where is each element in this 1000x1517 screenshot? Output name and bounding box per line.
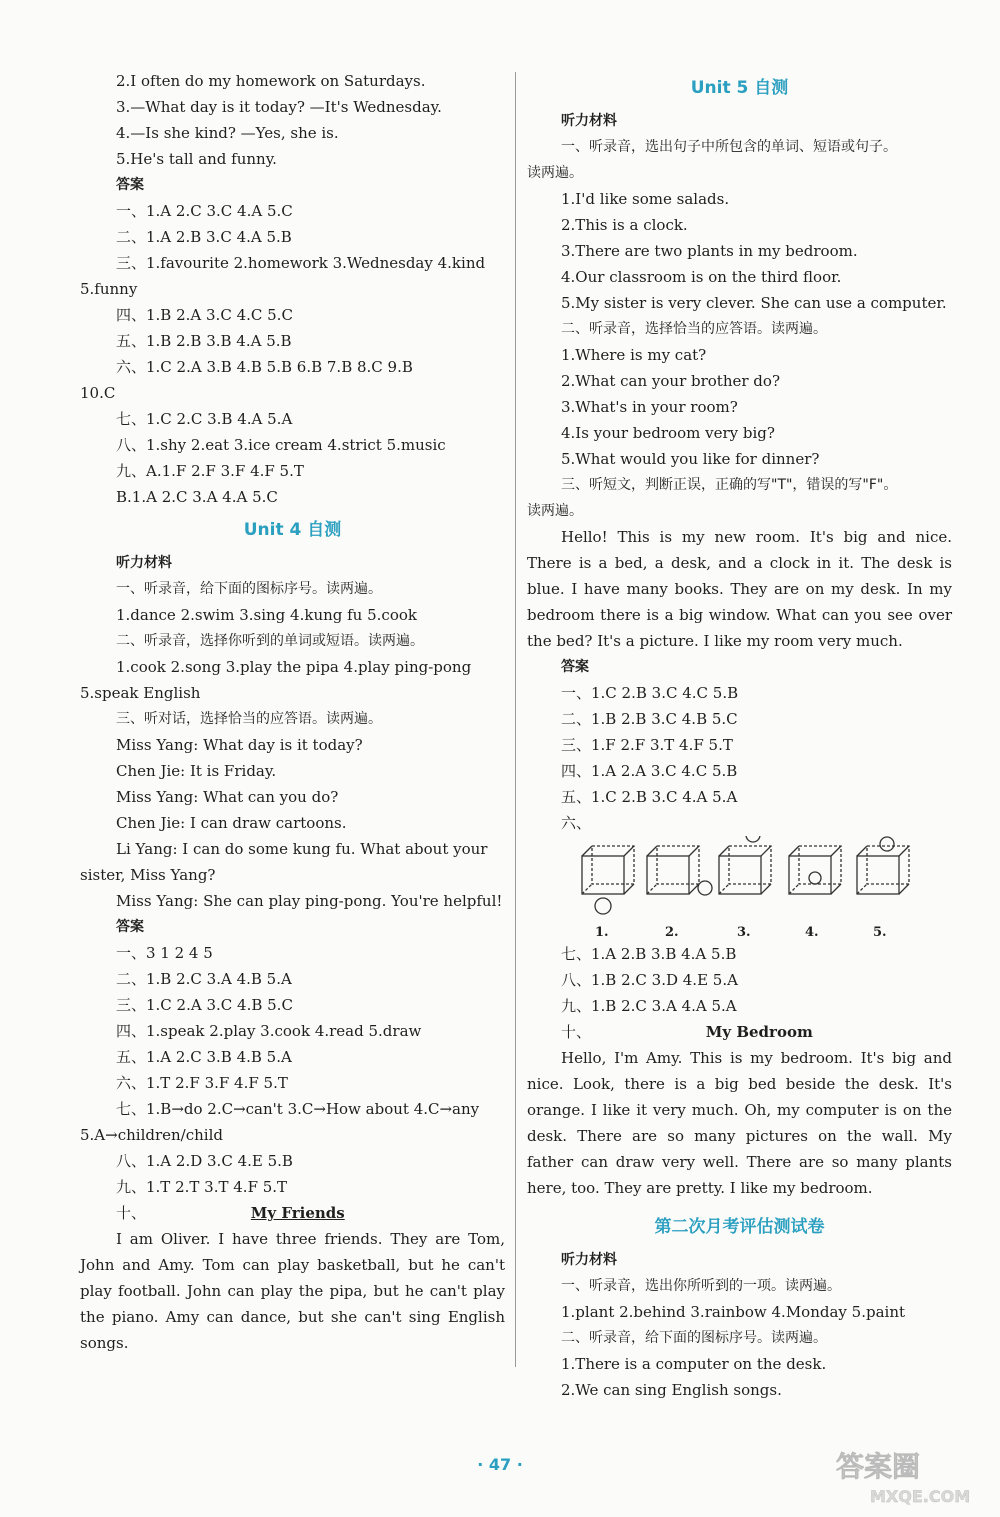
answer-line: 七、1.C 2.C 3.B 4.A 5.A	[116, 410, 293, 428]
text-line: 4.Our classroom is on the third floor.	[561, 268, 842, 286]
column-divider	[515, 72, 516, 1367]
text-line: 二、听录音，选择你听到的单词或短语。读两遍。	[116, 633, 424, 649]
figure-2-ball	[698, 881, 712, 895]
figure-4-ball	[809, 872, 821, 884]
text-line: 4.—Is she kind? —Yes, she is.	[116, 124, 339, 142]
text-line: 3.—What day is it today? —It's Wednesday.	[116, 98, 442, 116]
dialogue-line: Miss Yang: What day is it today?	[116, 736, 363, 754]
text-line: 5.What would you like for dinner?	[561, 450, 820, 468]
text-line: 1.plant 2.behind 3.rainbow 4.Monday 5.paint	[561, 1303, 906, 1321]
text-line: 二、听录音，选择恰当的应答语。读两遍。	[561, 321, 827, 337]
text-line: 2.What can your brother do?	[561, 372, 780, 390]
passage-paragraph: Hello! This is my new room. It's big and nice. There is a bed, a desk, and a clock in it. The desk is blue. I have many books. They are on my desk. In my bedroom there is a big window. What can you see over the bed? It's a picture. I like my room very much.	[527, 528, 952, 650]
figure-label: 2.	[665, 925, 679, 940]
dialogue-line: sister, Miss Yang?	[80, 866, 216, 884]
question-number: 十、	[116, 1204, 147, 1222]
svg-text:答案圈: 答案圈	[836, 1450, 921, 1483]
answer-line: 九、1.B 2.C 3.A 4.A 5.A	[561, 997, 737, 1015]
answer-line: 四、1.B 2.A 3.C 4.C 5.C	[116, 306, 293, 324]
answer-line: 九、A.1.F 2.F 3.F 4.F 5.T	[116, 462, 304, 480]
text-line: 一、听录音，给下面的图标序号。读两遍。	[116, 581, 382, 597]
answers-heading: 答案	[116, 919, 144, 935]
dialogue-line: Chen Jie: I can draw cartoons.	[116, 814, 347, 832]
answer-line: 10.C	[80, 384, 116, 402]
figure-label: 4.	[805, 925, 819, 940]
box-ball-figures	[577, 836, 952, 941]
listening-heading: 听力材料	[561, 113, 617, 129]
figure-label: 5.	[873, 925, 887, 940]
figure-2-box	[647, 846, 712, 895]
figure-1-box	[582, 846, 634, 914]
text-line: 三、听对话，选择恰当的应答语。读两遍。	[116, 711, 382, 727]
dialogue-line: Miss Yang: What can you do?	[116, 788, 339, 806]
figure-3-box	[719, 836, 771, 894]
left-column	[80, 68, 505, 1356]
dialogue-line: Li Yang: I can do some kung fu. What about your	[116, 840, 488, 858]
text-line: 3.What's in your room?	[561, 398, 738, 416]
essay-heading-row	[527, 1019, 952, 1045]
answer-line: 三、1.F 2.F 3.T 4.F 5.T	[561, 736, 733, 754]
text-line: 3.There are two plants in my bedroom.	[561, 242, 858, 260]
text-line: 2.We can sing English songs.	[561, 1381, 782, 1399]
figure-5-ball	[880, 837, 894, 851]
answer-line: 八、1.shy 2.eat 3.ice cream 4.strict 5.music	[116, 436, 446, 454]
text-line: 2.I often do my homework on Saturdays.	[116, 72, 426, 90]
answer-line: 八、1.B 2.C 3.D 4.E 5.A	[561, 971, 738, 989]
text-line: 1.There is a computer on the desk.	[561, 1355, 827, 1373]
answer-line: 七、1.B→do 2.C→can't 3.C→How about 4.C→any	[116, 1100, 480, 1118]
figure-3-ball	[746, 836, 760, 842]
answer-line: 一、3 1 2 4 5	[116, 944, 213, 962]
svg-text:MXQE.COM: MXQE.COM	[870, 1487, 971, 1506]
answer-line: 5.funny	[80, 280, 138, 298]
essay-heading-row	[80, 1200, 505, 1226]
answer-line: 五、1.B 2.B 3.B 4.A 5.B	[116, 332, 292, 350]
dialogue-line: Miss Yang: She can play ping-pong. You're helpful!	[116, 892, 503, 910]
text-line: 读两遍。	[527, 503, 583, 519]
answer-line: 三、1.favourite 2.homework 3.Wednesday 4.kind	[116, 254, 486, 272]
answer-line: 5.A→children/child	[80, 1126, 223, 1144]
unit5-title: Unit 5 自测	[690, 78, 789, 98]
answer-line: 九、1.T 2.T 3.T 4.F 5.T	[116, 1178, 288, 1196]
question-number: 六、	[561, 814, 592, 832]
exam-title: 第二次月考评估测试卷	[654, 1217, 825, 1237]
answer-line: 四、1.A 2.A 3.C 4.C 5.B	[561, 762, 738, 780]
answer-line: 三、1.C 2.A 3.C 4.B 5.C	[116, 996, 293, 1014]
watermark-logo	[830, 1440, 990, 1510]
answer-line: 二、1.B 2.C 3.A 4.B 5.A	[116, 970, 292, 988]
essay-paragraph: I am Oliver. I have three friends. They are Tom, John and Amy. Tom can play basketball, but he can't play football. John can play the pipa, but he can't play the piano. Amy can dance, but she can't sing English songs.	[80, 1230, 505, 1352]
text-line: 4.Is your bedroom very big?	[561, 424, 775, 442]
answers-heading: 答案	[116, 177, 144, 193]
answer-line: 一、1.A 2.C 3.C 4.A 5.C	[116, 202, 293, 220]
answer-line: B.1.A 2.C 3.A 4.A 5.C	[116, 488, 278, 506]
listening-heading: 听力材料	[561, 1252, 617, 1268]
answer-line: 八、1.A 2.D 3.C 4.E 5.B	[116, 1152, 293, 1170]
answer-line: 二、1.B 2.B 3.C 4.B 5.C	[561, 710, 738, 728]
figure-label: 1.	[595, 925, 609, 940]
essay-title: My Bedroom	[705, 1023, 813, 1041]
answers-heading: 答案	[561, 659, 589, 675]
question-number: 十、	[561, 1023, 592, 1041]
text-line: 1.cook 2.song 3.play the pipa 4.play ping-pong	[116, 658, 472, 676]
figure-5-box	[857, 837, 909, 894]
answer-line: 六、1.T 2.F 3.F 4.F 5.T	[116, 1074, 288, 1092]
answer-line: 五、1.C 2.B 3.C 4.A 5.A	[561, 788, 738, 806]
text-line: 读两遍。	[527, 165, 583, 181]
text-line: 5.He's tall and funny.	[116, 150, 277, 168]
unit4-title: Unit 4 自测	[243, 520, 342, 540]
text-line: 三、听短文，判断正误，正确的写"T"，错误的写"F"。	[561, 477, 898, 493]
text-line: 5.My sister is very clever. She can use a computer.	[561, 294, 947, 312]
answer-line: 七、1.A 2.B 3.B 4.A 5.B	[561, 945, 737, 963]
figure-4-box	[789, 846, 841, 894]
listening-heading: 听力材料	[116, 555, 172, 571]
text-line: 一、听录音，选出你所听到的一项。读两遍。	[561, 1278, 841, 1294]
answer-line: 一、1.C 2.B 3.C 4.C 5.B	[561, 684, 739, 702]
text-line: 1.Where is my cat?	[561, 346, 707, 364]
essay-paragraph: Hello, I'm Amy. This is my bedroom. It's big and nice. Look, there is a big bed beside the desk. It's orange. I like it very much. Oh, my computer is on the desk. There are so many pictures on the wall. My father can draw very well. There are so many plants here, too. They are pretty. I like my bedroom.	[527, 1049, 952, 1197]
answer-line: 二、1.A 2.B 3.C 4.A 5.B	[116, 228, 292, 246]
text-line: 1.I'd like some salads.	[561, 190, 730, 208]
box-ball-figures-svg	[577, 836, 937, 941]
essay-title: My Friends	[250, 1204, 345, 1222]
figure-1-ball	[595, 898, 611, 914]
dialogue-line: Chen Jie: It is Friday.	[116, 762, 277, 780]
page-number: · 47 ·	[477, 1455, 523, 1474]
answer-line: 四、1.speak 2.play 3.cook 4.read 5.draw	[116, 1022, 422, 1040]
figure-label: 3.	[737, 925, 751, 940]
answer-line: 五、1.A 2.C 3.B 4.B 5.A	[116, 1048, 292, 1066]
text-line: 一、听录音，选出句子中所包含的单词、短语或句子。	[561, 139, 897, 155]
text-line: 二、听录音，给下面的图标序号。读两遍。	[561, 1330, 827, 1346]
text-line: 5.speak English	[80, 684, 201, 702]
text-line: 2.This is a clock.	[561, 216, 688, 234]
right-column	[527, 68, 952, 1403]
answer-line: 六、1.C 2.A 3.B 4.B 5.B 6.B 7.B 8.C 9.B	[116, 358, 413, 376]
text-line: 1.dance 2.swim 3.sing 4.kung fu 5.cook	[116, 606, 417, 624]
